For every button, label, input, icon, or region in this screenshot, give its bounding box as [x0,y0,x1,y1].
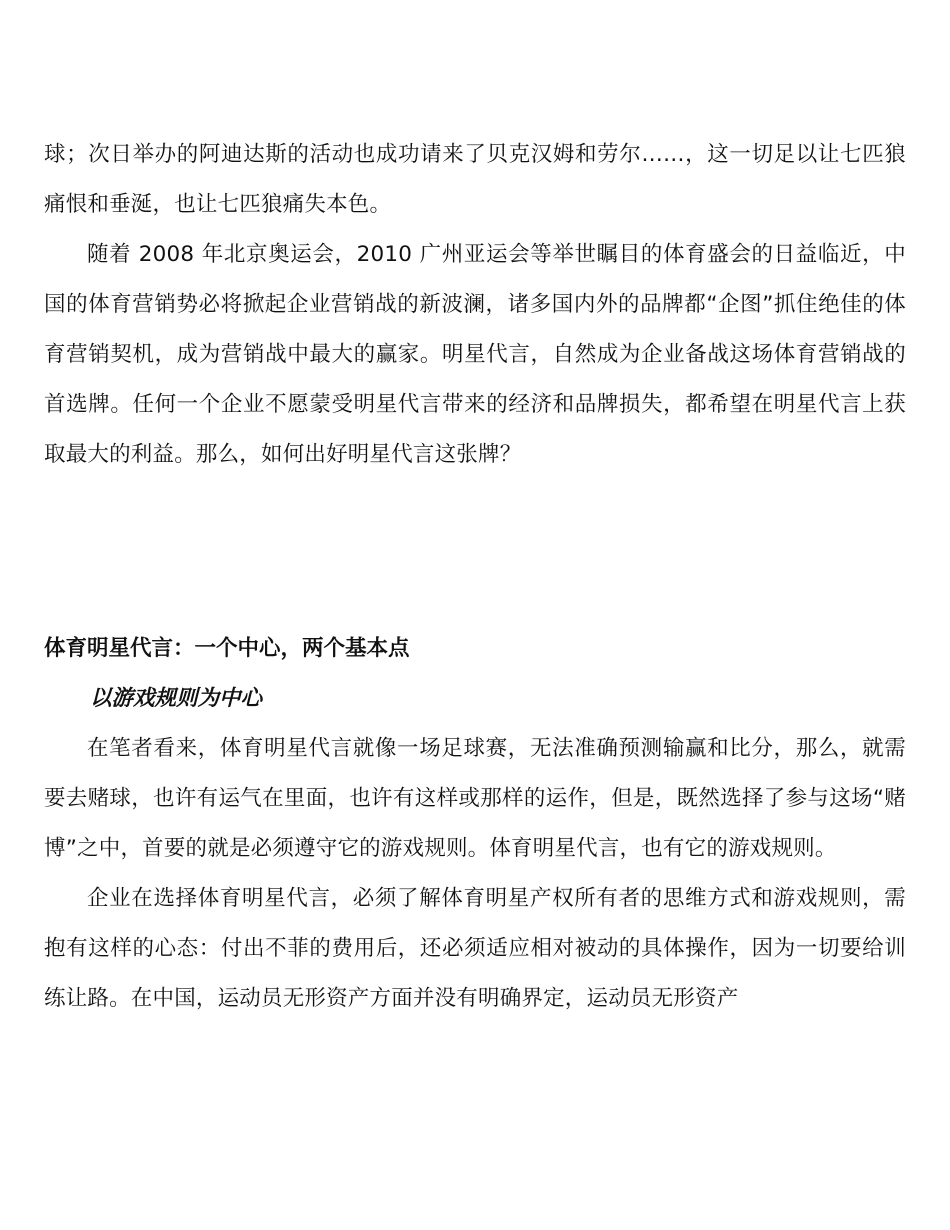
paragraph-olympics: 随着 2008 年北京奥运会，2010 广州亚运会等举世瞩目的体育盛会的日益临近，中国的体育营销势必将掀起企业营销战的新波澜，诸多国内外的品牌都“企图”抓住绝佳的体育营销契机，成为营销战中最大的赢家。明星代言，自然成为企业备战这场体育营销战的首选牌。任何一个企业不愿蒙受明星代言带来的经济和品牌损失，都希望在明星代言上获取最大的利益。那么，如何出好明星代言这张牌？ [44,242,906,467]
section-gap [44,480,906,624]
paragraph-football-analogy: 在笔者看来，体育明星代言就像一场足球赛，无法准确预测输赢和比分，那么，就需要去赌球，也许有运气在里面，也许有这样或那样的运作，但是，既然选择了参与这场“赌博”之中，首要的就是必须遵守它的游戏规则。体育明星代言，也有它的游戏规则。 [44,736,906,861]
document-page [44,130,906,1024]
paragraph-rules: 企业在选择体育明星代言，必须了解体育明星产权所有者的思维方式和游戏规则，需抱有这样的心态：付出不菲的费用后，还必须适应相对被动的具体操作，因为一切要给训练让路。在中国，运动员无形资产方面并没有明确界定，运动员无形资产 [44,886,906,1011]
section-heading: 体育明星代言：一个中心，两个基本点 [44,636,410,661]
paragraph-continuation: 球；次日举办的阿迪达斯的活动也成功请来了贝克汉姆和劳尔……，这一切足以让七匹狼痛恨和垂涎，也让七匹狼痛失本色。 [44,142,906,217]
section-subheading: 以游戏规则为中心 [90,686,263,711]
